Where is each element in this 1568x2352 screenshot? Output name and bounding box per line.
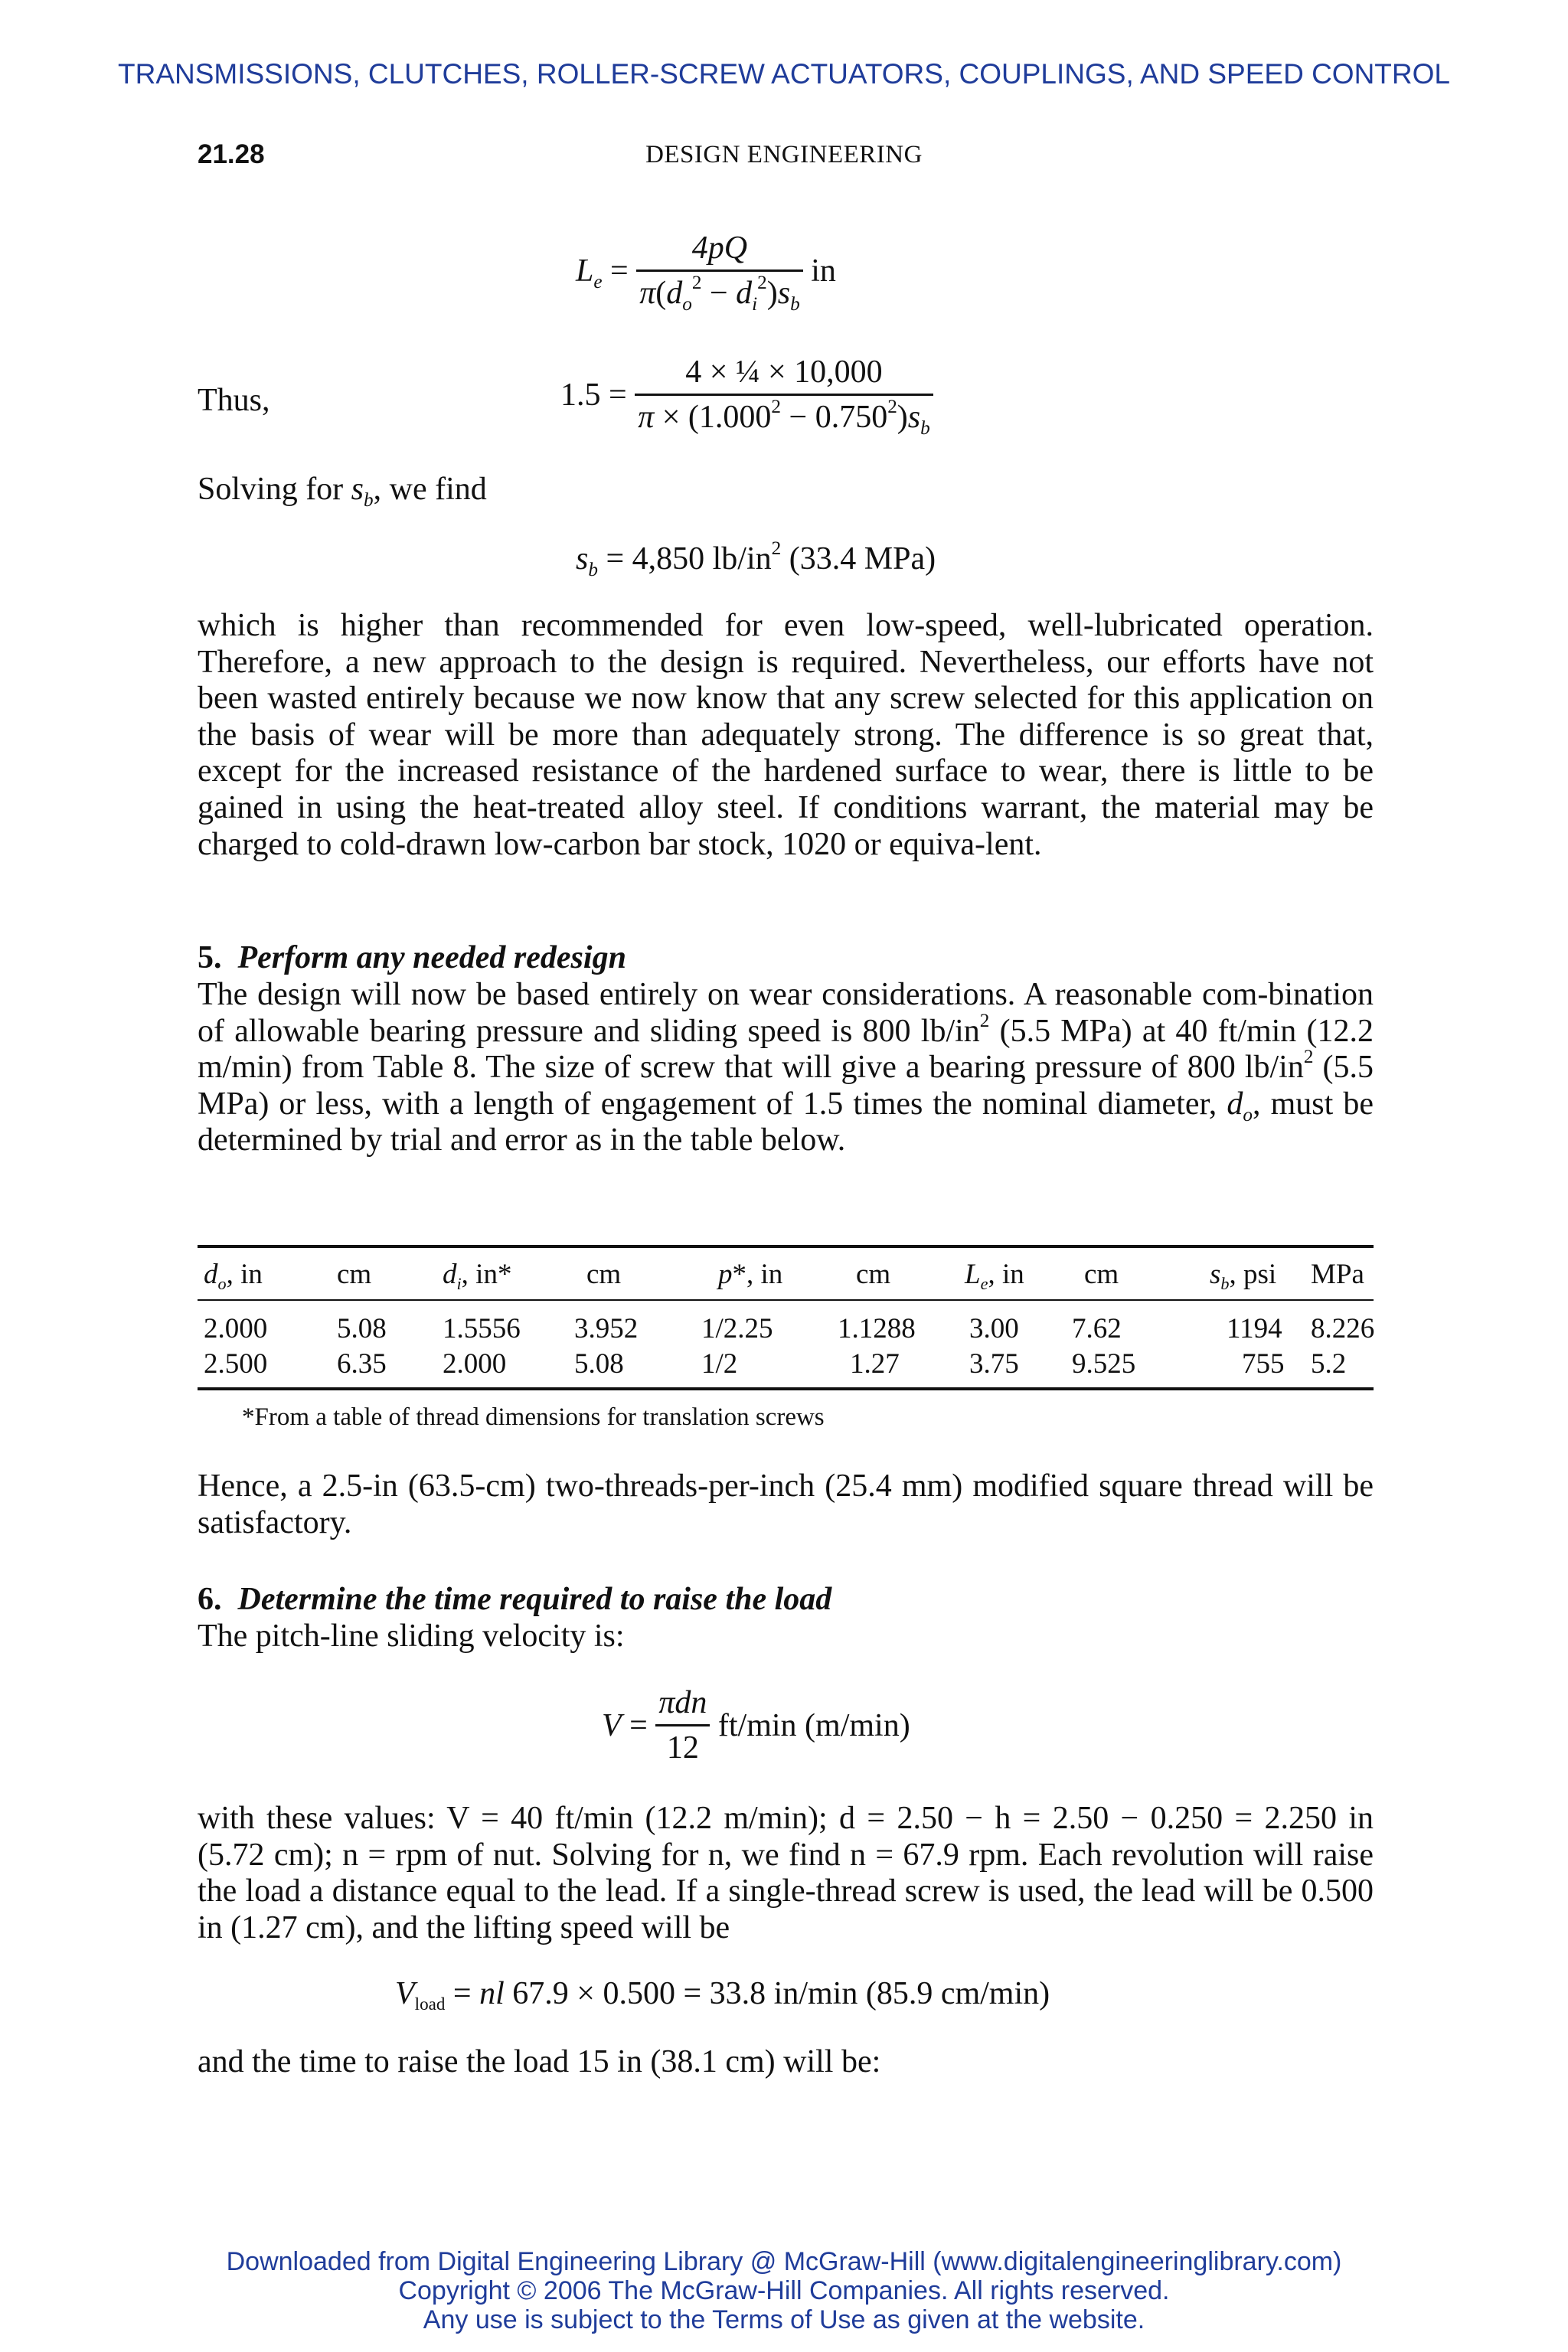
column-header: $s_b$, psi bbox=[1210, 1258, 1277, 1293]
download-footer bbox=[0, 2247, 1568, 2334]
column-header: MPa bbox=[1311, 1258, 1364, 1290]
footer-line-terms: Any use is subject to the Terms of Use as given at the website. bbox=[423, 2305, 1145, 2334]
column-header: $d_i$, in* bbox=[443, 1258, 512, 1293]
paragraph-conclusion: Hence, a 2.5-in (63.5-cm) two-threads-per-inch (25.4 mm) modified square thread will be satisfactory. bbox=[198, 1468, 1374, 1540]
page-number: 21.28 bbox=[198, 139, 265, 169]
column-header: $L_e$, in bbox=[965, 1258, 1024, 1293]
table-top-rule bbox=[198, 1245, 1374, 1248]
footer-line-download: Downloaded from Digital Engineering Library @ McGraw-Hill (www.digitalengineeringlibrary.com) bbox=[226, 2247, 1342, 2276]
table-row: 2.500 6.35 2.000 5.08 1/2 1.27 3.75 9.525 755 5.2 bbox=[204, 1348, 1347, 1380]
table-row: 2.000 5.08 1.5556 3.952 1/2.25 1.1288 3.00 7.62 1194 8.226 bbox=[204, 1312, 1375, 1344]
equation-velocity: V = $\frac{\text{πdn}}{12}$ ft/min (m/min) bbox=[602, 1685, 910, 1766]
table-bottom-rule bbox=[198, 1387, 1374, 1390]
step-6-heading: 6. Determine the time required to raise the load bbox=[198, 1582, 832, 1617]
equation-length-engagement: $L_e$ = $\frac{4pQ}{\pi(d_o^2 - d_i^2)s_b}$ in bbox=[576, 230, 836, 315]
equation-sb: $s_b = 4,850$ $lb/in^2$ (33.4 MPa) bbox=[576, 538, 936, 580]
paragraph-time: and the time to raise the load 15 in (38.1 cm) will be: bbox=[198, 2044, 881, 2079]
equation-lifting-speed: $V_{load}$ = nl 67.9 × 0.500 = 33.8 in/min (85.9 cm/min) bbox=[395, 1976, 1050, 2014]
fraction: $\frac{\text{πdn}}{12}$ bbox=[655, 1684, 710, 1766]
chapter-header: TRANSMISSIONS, CLUTCHES, ROLLER-SCREW ACTUATORS, COUPLINGS, AND SPEED CONTROL bbox=[118, 58, 1450, 90]
paragraph-redesign: The design will now be based entirely on wear considerations. A reasonable com-bination of allowable bearing pressure and sliding speed is 800 $lb/in^2$ (5.5 MPa) at 40 ft/min (12.2 m/min) from Table 8. The size of screw that will give a bearing pressure of 800 $lb/in^2$ (5.5 MPa) or less, with a length of engagement of 1.5 times the nominal diameter, $d_o$, must be determined by trial and error as in the table below. bbox=[198, 977, 1374, 1158]
solving-text: Solving for $s_b$, we find bbox=[198, 472, 487, 511]
column-header: $d_o$, in bbox=[204, 1258, 263, 1293]
step-5-heading: 5. Perform any needed redesign bbox=[198, 940, 626, 975]
running-head: DESIGN ENGINEERING bbox=[645, 141, 923, 168]
table-header-row bbox=[204, 1256, 1374, 1292]
paragraph-velocity-intro: The pitch-line sliding velocity is: bbox=[198, 1619, 625, 1654]
column-header: cm bbox=[337, 1258, 372, 1290]
thread-dimensions-table bbox=[204, 1256, 1374, 1381]
equation-thus: 1.5 = $\frac{\text{4 × ¼ × 10,000}}{\pi \times (1.000^2 - 0.750^2)s_b}$ bbox=[560, 354, 933, 436]
thus-label: Thus, bbox=[198, 383, 270, 418]
column-header: cm bbox=[1084, 1258, 1119, 1290]
fraction: $\frac{4pQ}{\pi(d_o^2 - d_i^2)s_b}$ bbox=[636, 230, 802, 312]
fraction: $\frac{\text{4 × ¼ × 10,000}}{\pi \times (1.000^2 - 0.750^2)s_b}$ bbox=[635, 354, 933, 436]
column-header: cm bbox=[586, 1258, 622, 1290]
table-footnote: *From a table of thread dimensions for translation screws bbox=[242, 1403, 825, 1431]
column-header: cm bbox=[856, 1258, 891, 1290]
paragraph-wear-strength: which is higher than recommended for even low-speed, well-lubricated operation. Therefore, a new approach to the design is required. Nevertheless, our efforts have not been wasted entirely because we now know that any screw selected for this application on the basis of wear will be more than adequately strong. The difference is so great that, except for the increased resistance of the hardened surface to wear, there is little to be gained in using the heat-treated alloy steel. If conditions warrant, the material may be charged to cold-drawn low-carbon bar stock, 1020 or equiva-lent. bbox=[198, 608, 1374, 862]
paragraph-values: with these values: V = 40 ft/min (12.2 m/min); d = 2.50 − h = 2.50 − 0.250 = 2.250 in (5.72 cm); n = rpm of nut. Solving for n, we find n = 67.9 rpm. Each revolution will raise the load a distance equal to the lead. If a single-thread screw is used, the lead will be 0.500 in (1.27 cm), and the lifting speed will be bbox=[198, 1801, 1374, 1945]
column-header: p*, in bbox=[718, 1258, 783, 1290]
footer-line-copyright: Copyright © 2006 The McGraw-Hill Companies. All rights reserved. bbox=[398, 2276, 1170, 2305]
